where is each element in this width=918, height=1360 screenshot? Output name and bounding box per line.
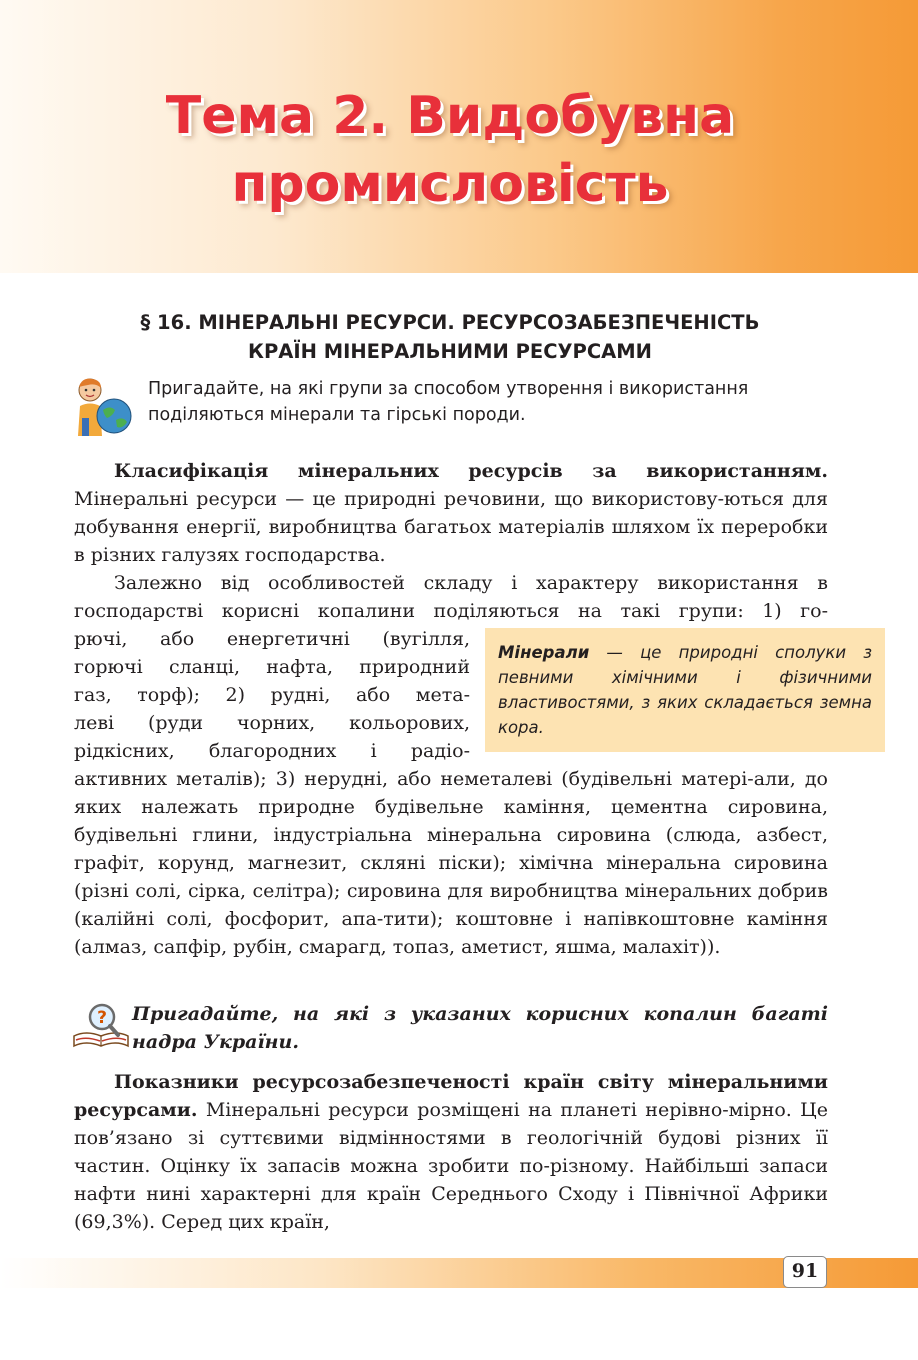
svg-text:?: ? <box>97 1008 107 1028</box>
question-book-icon <box>72 1002 130 1050</box>
definition-text: — це природні сполуки з певними хімічними і фізичними властивостями, з яких складається земна кора. <box>498 643 872 737</box>
groups-wrapped-line-1: рючі, або енергетичні (вугілля, <box>74 628 470 650</box>
section-title <box>70 308 830 366</box>
boy-with-globe-icon <box>70 374 134 438</box>
section-title-line-1: § 16. МІНЕРАЛЬНІ РЕСУРСИ. РЕСУРСОЗАБЕЗПЕЧЕНІСТЬ <box>140 311 760 334</box>
classification-heading-line <box>74 457 828 485</box>
groups-line-2: господарстві корисні копалини поділяються на такі групи: 1) го- <box>74 600 828 622</box>
indicators-heading: Показники ресурсозабезпеченості країн світу мінеральними ресурсами. <box>74 1071 828 1121</box>
classification-paragraph: Мінеральні ресурси — це природні речовини, що використову-ються для добування енергії, виробництва багатьох матеріалів шляхом їх переробки в різних галузях господарства. <box>74 488 828 566</box>
section-title-line-2: КРАЇН МІНЕРАЛЬНИМИ РЕСУРСАМИ <box>248 340 652 363</box>
indicators-paragraph <box>74 1068 828 1236</box>
groups-wrapped-line-5: рідкісних, благородних і радіо- <box>74 740 470 762</box>
chapter-title <box>0 82 900 218</box>
groups-wrapped-line-2: горючі сланці, нафта, природний <box>74 656 470 678</box>
groups-wrapped-line-4: леві (руди чорних, кольорових, <box>74 712 470 734</box>
question-prompt: Пригадайте, на які з указаних корисних копалин багаті надра України. <box>132 1003 828 1053</box>
groups-line-1: Залежно від особливостей складу і характеру використання в <box>114 572 828 594</box>
definition-box <box>485 628 885 752</box>
classification-heading: Класифікація мінеральних ресурсів за використанням. <box>114 460 828 482</box>
indicators-body: Мінеральні ресурси розміщені на планеті нерівно-мірно. Це пов’язано зі суттєвими відмінностями в геологічній будові різних її частин. Оцінку їх запасів можна зробити по-різному. Найбільші запаси нафти нині характерні для країн Середнього Сходу і Північної Африки (69,3%). Серед цих країн, <box>74 1099 828 1233</box>
chapter-title-line-2: промисловість <box>231 154 669 214</box>
recall-prompt: Пригадайте, на які групи за способом утворення і використання поділяються мінерали та гірські породи. <box>148 379 749 425</box>
chapter-title-line-1: Тема 2. Видобувна <box>165 86 735 146</box>
groups-paragraph-rest: активних металів); 3) нерудні, або неметалеві (будівельні матері-али, до яких належать природне будівельне каміння, цементна сировина, будівельні глини, індустріальна мінеральна сировина (слюда, азбест, графіт, корунд, магнезит, скляні піски); хімічна мінеральна сировина (різні солі, сірка, селітра); сировина для виробництва мінеральних добрив (калійні солі, фосфорит, апа-тити); коштовне і напівкоштовне каміння (алмаз, сапфір, рубін, смарагд, топаз, аметист, яшма, малахіт)). <box>74 768 828 958</box>
groups-wrapped-line-3: газ, торф); 2) рудні, або мета- <box>74 684 470 706</box>
footer-band <box>0 1258 918 1288</box>
definition-term: Мінерали <box>498 643 590 662</box>
page-number: 91 <box>783 1256 827 1288</box>
